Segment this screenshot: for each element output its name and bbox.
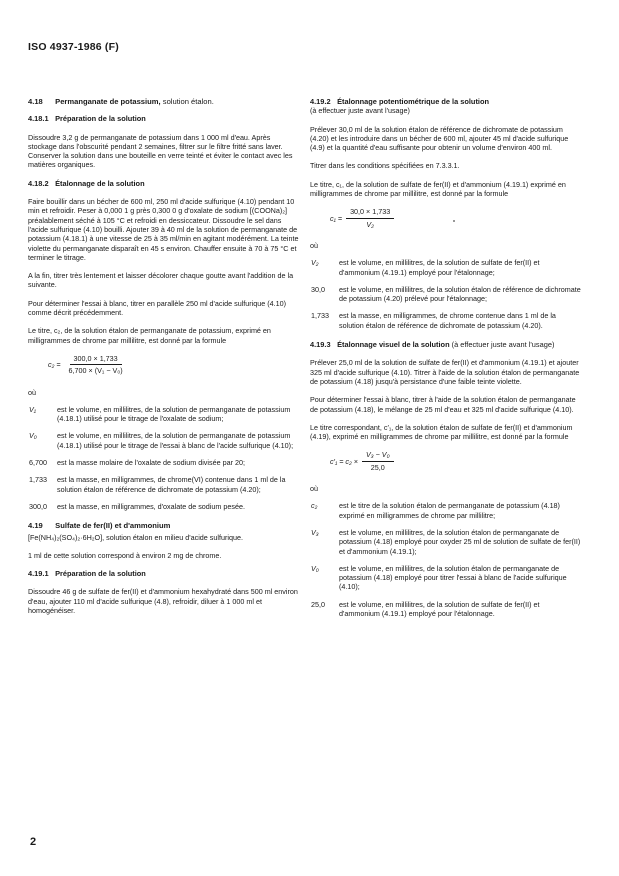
definition-symbol: V₀	[29, 431, 37, 441]
section-heading-4-19-2: 4.19.2 Étalonnage potentiométrique de la solution	[310, 97, 489, 106]
page-number: 2	[30, 836, 37, 848]
definition-text: est la masse, en milligrammes, de chrome(VI) contenue dans 1 ml de la solution étalon de référence de dichromate de potassium (4.20);	[57, 475, 286, 494]
formula-fraction	[362, 450, 394, 472]
definition-symbol: 1,733	[311, 311, 329, 321]
paragraph: Prélever 30,0 ml de la solution étalon de référence de dichromate de potassium (4.20) et les introduire dans un bécher de 600 ml, ajouter 45 ml d'acide sulfurique (4.9) et la quantité d'eau suffisante pour obtenir un volume d'environ 400 ml.	[310, 124, 569, 153]
section-heading-4-19-1: 4.19.1 Préparation de la solution	[28, 569, 146, 579]
paragraph: Le titre, c₂, de la solution étalon de permanganate de potassium, exprimé en milligrammes de chrome par millilitre, est donné par la formule	[28, 326, 271, 345]
definition-item	[310, 564, 582, 592]
section-heading-4-18: 4.18 Permanganate de potassium, solution étalon.	[28, 97, 214, 106]
definition-text: est le titre de la solution étalon de permanganate de potassium (4.18) exprimé en milligrammes de chrome par millilitre;	[339, 501, 560, 520]
definition-text: est le volume, en millilitres, de la solution de sulfate de fer(II) et d'ammonium (4.19.1) employé pour l'étalonnage.	[339, 599, 540, 618]
definition-text: est le volume, en millilitres, de la solution étalon de permanganate de potassium (4.18) employé pour titrer l'essai à blanc de l'acide sulfurique (4.10);	[339, 563, 567, 592]
formula-denominator: 6,700 × (V₁ − V₀)	[68, 366, 123, 376]
definition-item	[310, 311, 582, 330]
definition-text: est la masse, en milligrammes, d'oxalate de sodium pesée.	[57, 501, 245, 511]
scan-speck	[453, 220, 455, 222]
formula-lhs: c₂ =	[48, 360, 61, 370]
formula-numerator: 30,0 × 1,733	[346, 207, 394, 218]
document-header: ISO 4937-1986 (F)	[28, 41, 119, 53]
definition-list	[310, 258, 582, 330]
definition-item	[28, 475, 300, 494]
section-heading-4-18-1: 4.18.1 Préparation de la solution	[28, 114, 146, 124]
formula-denominator: V₂	[366, 219, 374, 229]
definition-item	[28, 458, 300, 467]
right-column	[310, 97, 582, 626]
paragraph: [Fe(NH₄)₂(SO₄)₂·6H₂O], solution étalon en milieu d'acide sulfurique.	[28, 532, 243, 542]
definition-item	[310, 285, 582, 304]
definition-item	[310, 528, 582, 556]
formula-c-prime-1	[330, 450, 582, 472]
formula-lhs: c₁ =	[330, 213, 343, 223]
definition-text: est le volume, en millilitres, de la solution étalon de permanganate de potassium (4.18) employé pour oxyder 25 ml de solution de sulfate de fer(II) et d'ammonium (4.19.1);	[339, 527, 581, 556]
formula-c2	[48, 354, 300, 376]
definition-text: est le volume, en millilitres, de la solution de permanganate de potassium (4.18.1) utilisé pour le titrage de l'essai à blanc de l'acide sulfurique (4.10);	[57, 431, 294, 450]
definition-text: est le volume, en millilitres, de la solution étalon de référence de dichromate de potassium (4.20) prélevé pour l'étalonnage;	[339, 284, 581, 304]
definition-item	[310, 258, 582, 277]
definition-list	[310, 501, 582, 618]
definition-symbol: V₂	[311, 258, 319, 268]
paragraph: 1 ml de cette solution correspond à environ 2 mg de chrome.	[28, 550, 222, 560]
paragraph: Prélever 25,0 ml de la solution de sulfate de fer(II) et d'ammonium (4.19.1) et ajouter 325 ml d'acide sulfurique (4.10). Titrer à l'aide de la solution étalon de permanganate de potassium (4.18) jusqu'à persistance d'une faible teinte violette.	[310, 358, 580, 386]
definition-symbol: 6,700	[29, 458, 47, 468]
definition-text: est la masse, en milligrammes, de chrome contenue dans 1 ml de la solution étalon de référence de dichromate de potassium (4.20).	[339, 311, 556, 330]
paragraph: Pour déterminer l'essai à blanc, titrer en parallèle 250 ml d'acide sulfurique (4.10) comme décrit précédemment.	[28, 298, 287, 318]
formula-fraction	[65, 354, 127, 376]
section-heading-4-18-2: 4.18.2 Étalonnage de la solution	[28, 178, 145, 188]
where-label: où	[28, 387, 36, 397]
definition-item	[28, 431, 300, 450]
left-column	[28, 97, 300, 624]
formula-numerator: 300,0 × 1,733	[70, 354, 122, 365]
paragraph: Dissoudre 3,2 g de permanganate de potassium dans 1 000 ml d'eau. Après stockage dans l'obscurité pendant 2 semaines, filtrer sur le filtre fritté sans laver. Conserver la solution dans une bouteille en verre teinté et éviter le contact avec les matières organiques.	[28, 132, 293, 170]
formula-denominator: 25,0	[370, 462, 385, 472]
paragraph: Le titre correspondant, c′₁, de la solution étalon de sulfate de fer(II) et d'ammonium (4.19), exprimé en milligrammes de chrome par millilitre, est donné par la formule	[310, 422, 573, 442]
formula-c1	[330, 207, 582, 229]
heading-note: (à effectuer juste avant l'usage)	[310, 106, 410, 116]
paragraph: Pour déterminer l'essai à blanc, titrer à l'aide de la solution étalon de permanganate de potassium (4.18), le mélange de 25 ml d'eau et 325 ml d'acide sulfurique (4.10).	[310, 395, 576, 414]
where-label: où	[310, 484, 318, 494]
definition-symbol: V₁	[29, 404, 37, 414]
definition-symbol: V₀	[311, 563, 319, 573]
definition-item	[28, 405, 300, 424]
definition-item	[310, 501, 582, 520]
formula-lhs: c′₁ = c₂ ×	[330, 456, 358, 466]
definition-symbol: 25,0	[311, 599, 325, 609]
definition-symbol: c₂	[311, 501, 318, 511]
definition-symbol: V₃	[311, 527, 319, 537]
definition-text: est la masse molaire de l'oxalate de sodium divisée par 20;	[57, 458, 245, 468]
definition-item	[28, 502, 300, 511]
paragraph: A la fin, titrer très lentement et laisser décolorer chaque goutte avant l'addition de la suivante.	[28, 271, 294, 290]
formula-fraction	[346, 207, 394, 229]
section-heading-4-19-3: 4.19.3 Étalonnage visuel de la solution (à effectuer juste avant l'usage)	[310, 340, 555, 350]
definition-item	[310, 600, 582, 619]
definition-symbol: 1,733	[29, 475, 47, 485]
where-label: où	[310, 240, 318, 250]
definition-list	[28, 405, 300, 511]
definition-symbol: 30,0	[311, 284, 325, 294]
paragraph: Faire bouillir dans un bécher de 600 ml, 250 ml d'acide sulfurique (4.10) pendant 10 min et refroidir. Peser à 0,000 1 g près 0,300 0 g d'oxalate de sodium [(COONa)₂] préalablement séché à 105 °C et refroidi en dessiccateur. Dissoudre le sel dans l'acide sulfurique (4.10) bouilli. Ajouter 39 à 40 ml de la solution de permanganate de potassium (4.18.1) à une vitesse de 25 à 35 ml/min en agitant modérément. La teinte violette du permanganate disparaît en 45 s environ. Chauffer ensuite à 70 à 75 °C et terminer le titrage.	[28, 197, 299, 262]
definition-text: est le volume, en millilitres, de la solution de sulfate de fer(II) et d'ammonium (4.19.1) employé pour l'étalonnage;	[339, 258, 540, 277]
definition-text: est le volume, en millilitres, de la solution de permanganate de potassium (4.18.1) utilisé pour le titrage de l'oxalate de sodium;	[57, 404, 291, 424]
definition-symbol: 300,0	[29, 501, 47, 511]
paragraph: Le titre, c₁, de la solution de sulfate de fer(II) et d'ammonium (4.19.1) exprimé en milligrammes de chrome par millilitre, est donné par la formule	[310, 179, 566, 199]
section-heading-4-19: 4.19 Sulfate de fer(II) et d'ammonium	[28, 521, 171, 531]
paragraph: Dissoudre 46 g de sulfate de fer(II) et d'ammonium hexahydraté dans 500 ml environ d'eau, ajouter 110 ml d'acide sulfurique (4.8), refroidir, diluer à 1 000 ml et homogénéiser.	[28, 587, 298, 615]
formula-numerator: V₃ − V₀	[362, 450, 394, 461]
paragraph: Titrer dans les conditions spécifiées en 7.3.3.1.	[310, 161, 460, 171]
